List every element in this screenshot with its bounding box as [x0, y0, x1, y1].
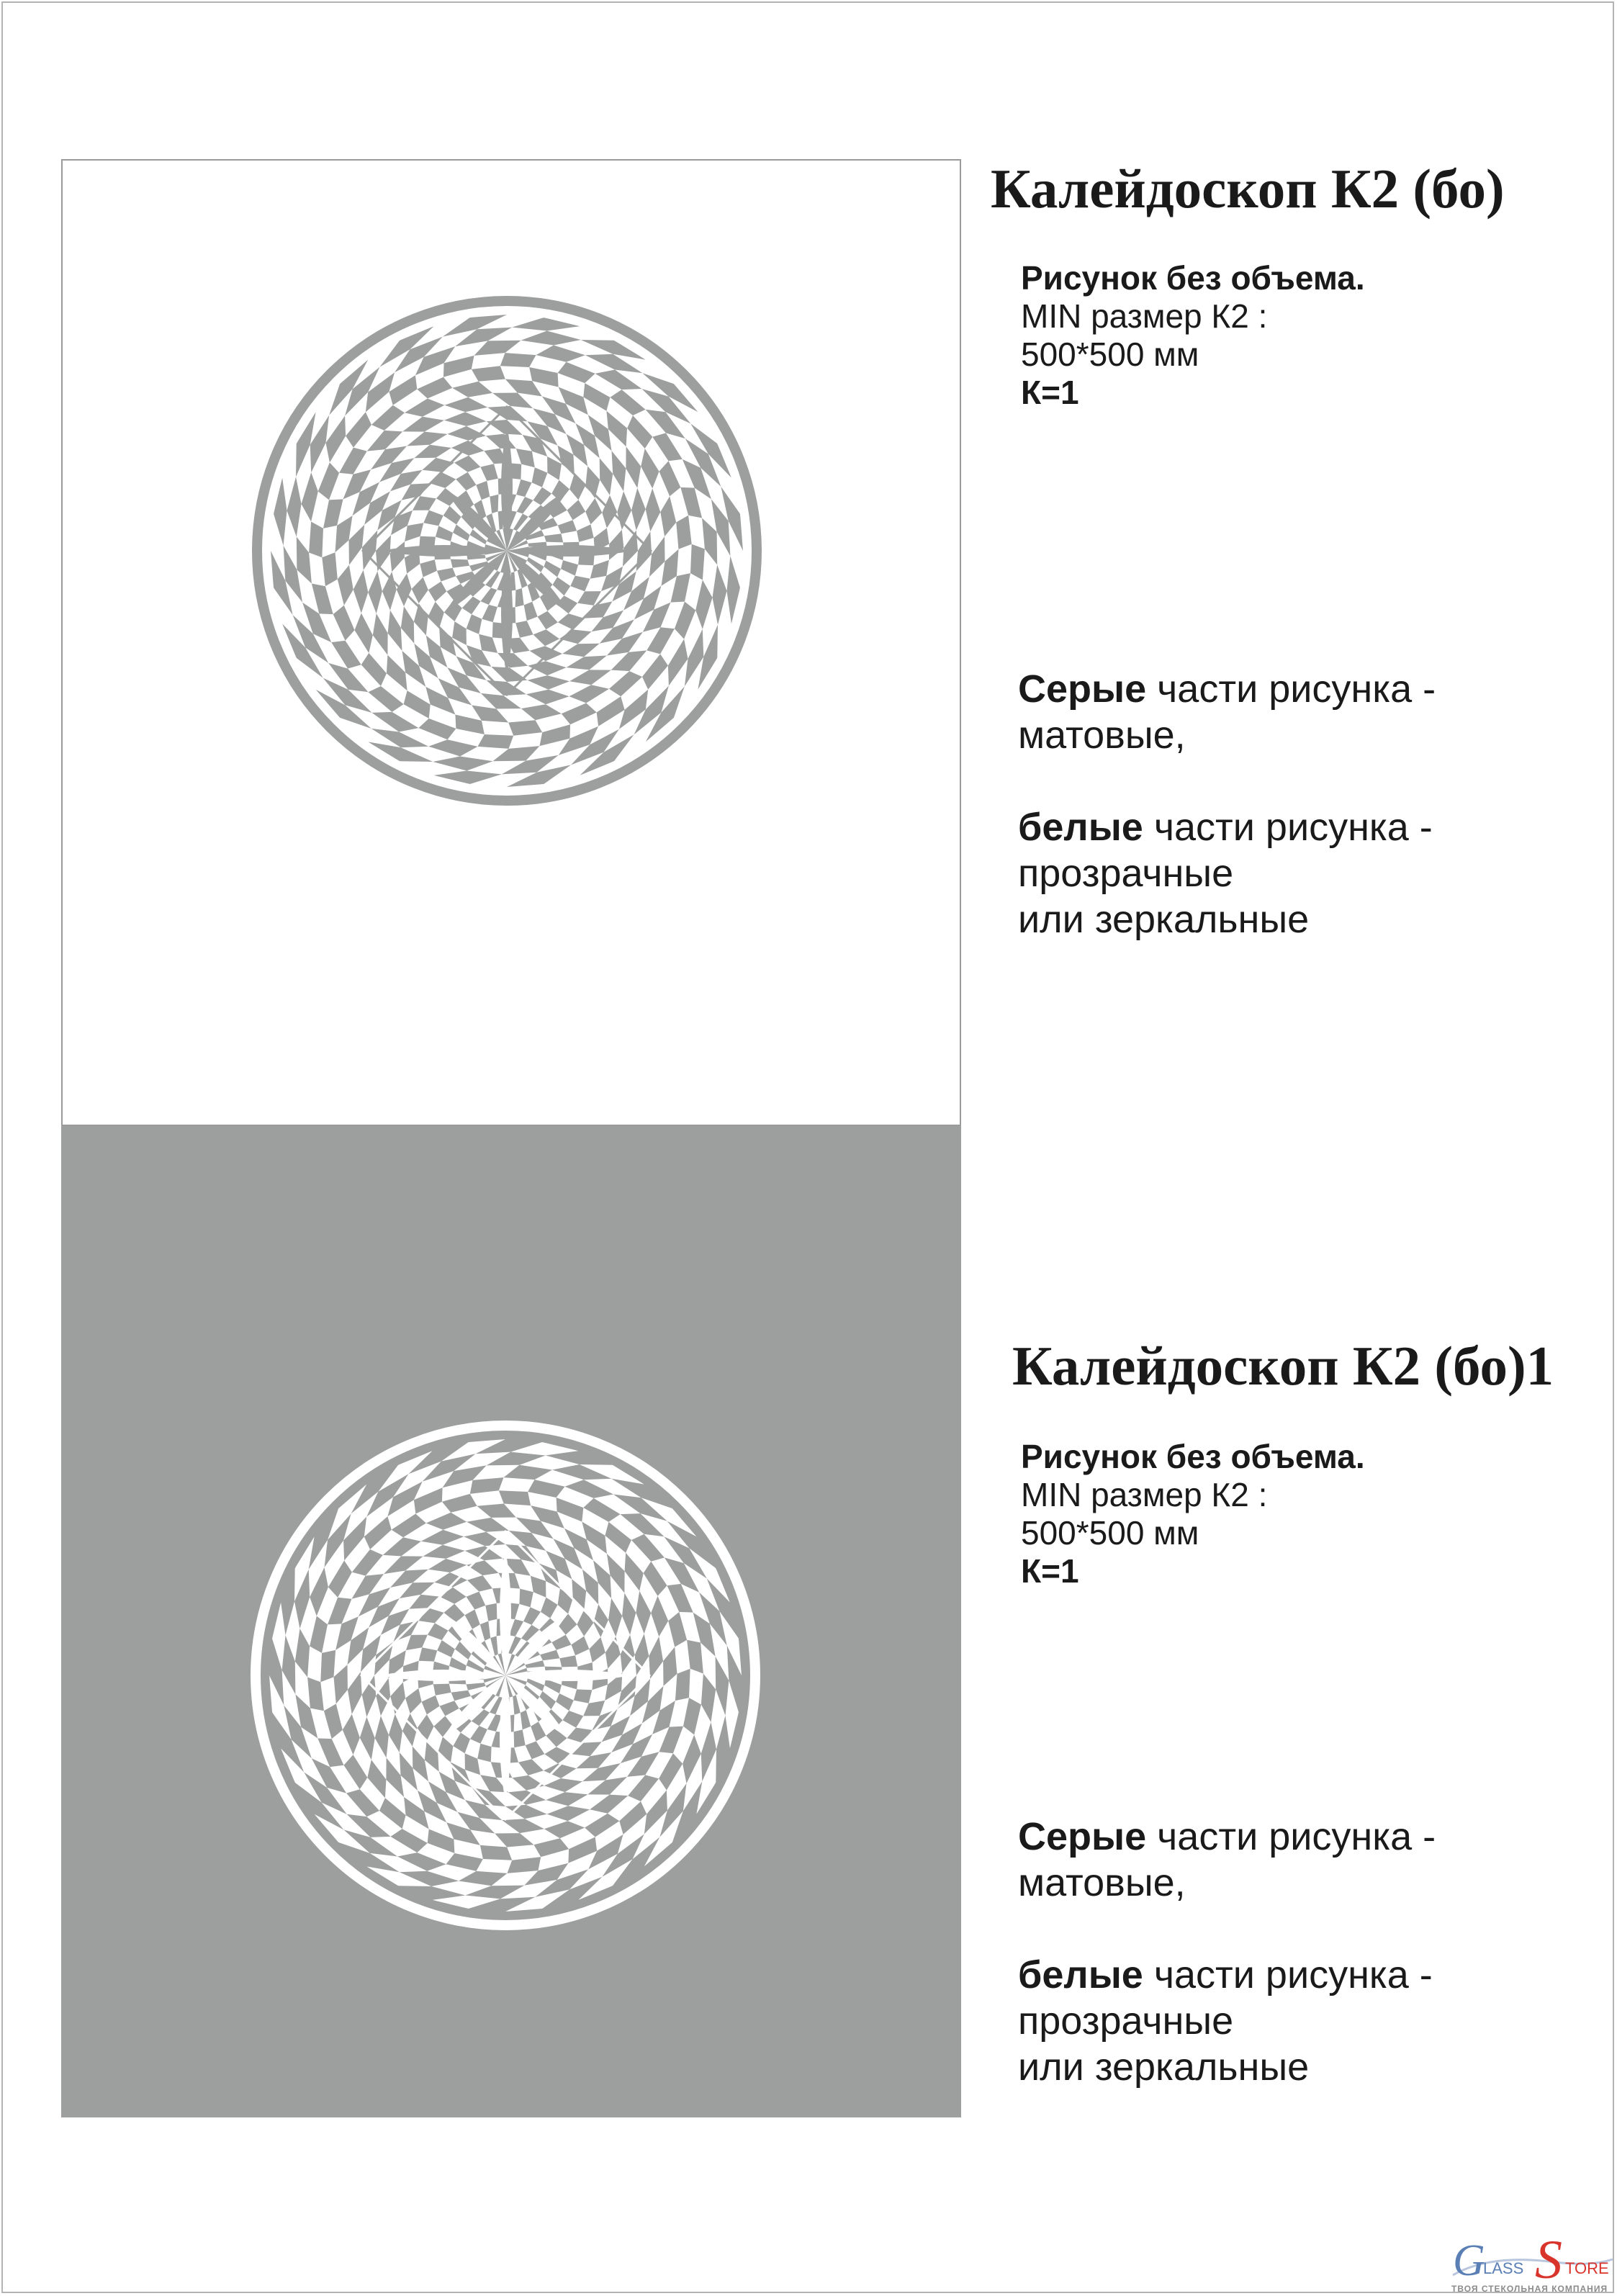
- kaleidoscope-medallion: [256, 1426, 755, 1925]
- checker-disk: [271, 315, 743, 787]
- legend-grey-keyword: Серые: [1018, 1815, 1147, 1858]
- design-legend-2: [1018, 1814, 1436, 2090]
- legend-white-line: [1018, 1952, 1436, 1998]
- legend-grey-text: части рисунка -: [1146, 667, 1436, 711]
- spec-min-size-label: MIN размер К2 :: [1021, 297, 1268, 335]
- legend-white-meaning-2: или зеркальные: [1018, 898, 1310, 941]
- legend-white-meaning-1: прозрачные: [1018, 852, 1234, 895]
- spec-no-volume: Рисунок без объема.: [1021, 1438, 1365, 1475]
- legend-grey-keyword: Серые: [1018, 667, 1147, 711]
- spec-coefficient: К=1: [1021, 1552, 1079, 1590]
- legend-white-keyword: белые: [1018, 1953, 1143, 1996]
- legend-white-meaning-1: прозрачные: [1018, 1999, 1234, 2043]
- legend-grey-line: [1018, 666, 1436, 712]
- design-title-1: Калейдоскоп К2 (бо): [991, 158, 1505, 220]
- design-legend-1: [1018, 666, 1436, 942]
- checker-disk: [269, 1439, 742, 1912]
- spec-min-size-label: MIN размер К2 :: [1021, 1476, 1268, 1513]
- legend-grey-line: [1018, 1814, 1436, 1860]
- design-spec-2: [1021, 1438, 1365, 1590]
- logo-letter-g: G: [1453, 2236, 1485, 2285]
- spec-no-volume: Рисунок без объема.: [1021, 259, 1365, 297]
- legend-grey-meaning: матовые,: [1018, 1861, 1186, 1904]
- spec-min-size-value: 500*500 мм: [1021, 336, 1199, 373]
- legend-white-keyword: белые: [1018, 806, 1143, 849]
- logo-tagline: ТВОЯ СТЕКОЛЬНАЯ КОМПАНИЯ: [1451, 2284, 1608, 2294]
- design-preview-k2-bo: [61, 159, 961, 1126]
- logo-letter-s: S: [1535, 2230, 1562, 2290]
- kaleidoscope-pattern: [63, 161, 960, 1125]
- kaleidoscope-medallion: [257, 301, 757, 801]
- logo-word-tore: TORE: [1565, 2259, 1609, 2277]
- spec-min-size-value: 500*500 мм: [1021, 1514, 1199, 1552]
- legend-white-text: части рисунка -: [1143, 1953, 1433, 1996]
- logo-word-lass: LASS: [1483, 2259, 1524, 2277]
- design-title-2: Калейдоскоп К2 (бо)1: [1012, 1335, 1554, 1397]
- legend-grey-meaning: матовые,: [1018, 713, 1186, 757]
- legend-white-text: части рисунка -: [1143, 806, 1433, 849]
- legend-grey-text: части рисунка -: [1146, 1815, 1436, 1858]
- design-spec-1: [1021, 259, 1365, 412]
- spec-coefficient: К=1: [1021, 374, 1079, 411]
- legend-white-line: [1018, 804, 1436, 850]
- legend-white-meaning-2: или зеркальные: [1018, 2045, 1310, 2089]
- kaleidoscope-pattern-inverted: [61, 1126, 961, 2117]
- design-preview-k2-bo1: [61, 1126, 961, 2117]
